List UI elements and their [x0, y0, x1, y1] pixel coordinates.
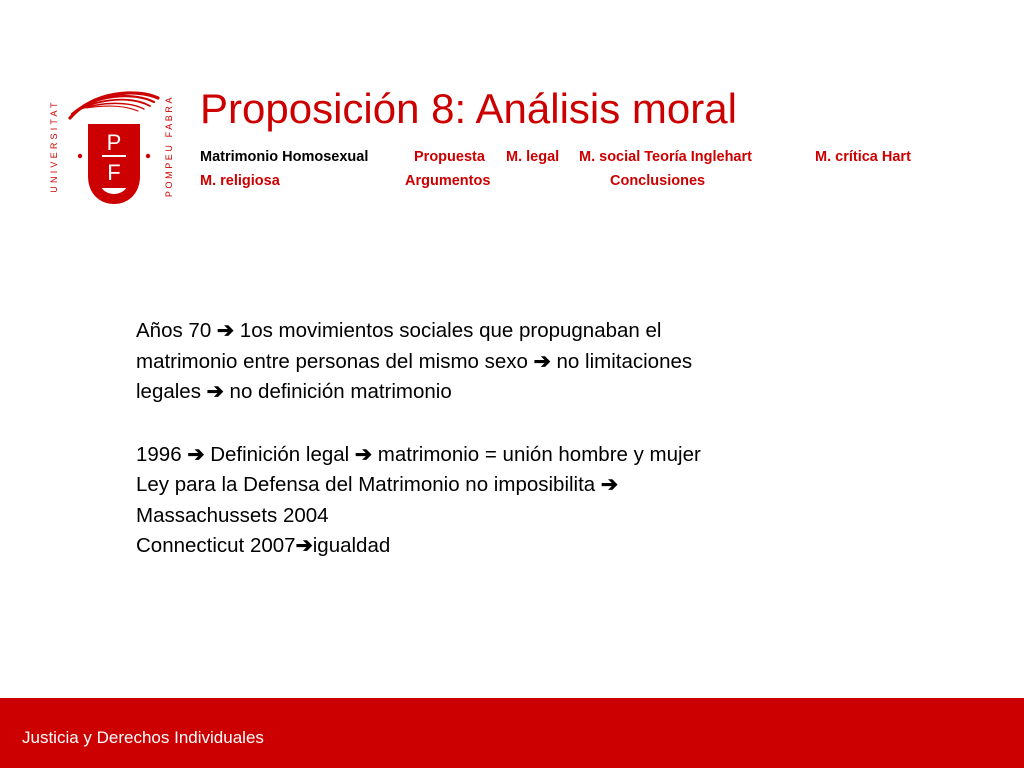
body-text-span: Ley para la Defensa del Matrimonio no imposibilita [136, 473, 601, 496]
arrow-right-icon: ➔ [533, 349, 551, 373]
body-text-span: matrimonio = unión hombre y mujer [372, 442, 701, 466]
arrow-right-icon: ➔ [600, 473, 619, 496]
body-text-span: Definición legal [204, 442, 355, 466]
body-text-span: Massachussets 2004 [136, 503, 329, 527]
body-text-span: 1os movimientos sociales que propugnaban el [234, 319, 662, 342]
body-line [136, 440, 896, 471]
nav-link-m-religiosa[interactable]: M. religiosa [200, 173, 280, 189]
body-text-span: matrimonio entre personas del mismo sexo [136, 349, 534, 373]
nav-link-conclusiones[interactable]: Conclusiones [610, 173, 706, 189]
arrow-right-icon: ➔ [295, 534, 313, 557]
logo-letter-f: F [107, 160, 121, 185]
nav-link-m-social-teoria-inglehart[interactable]: M. social Teoría Inglehart [579, 149, 752, 165]
logo-dot-right [146, 154, 150, 158]
nav-link-matrimonio-homosexual[interactable]: Matrimonio Homosexual [200, 149, 369, 165]
nav-link-m-legal[interactable]: M. legal [506, 149, 560, 165]
body-text-span: no limitaciones [550, 349, 693, 373]
logo-letter-p: P [106, 130, 122, 155]
body-text-span: Años 70 [136, 319, 217, 342]
body-line [136, 377, 896, 408]
body-line [136, 501, 896, 532]
footer-bar [0, 698, 1024, 768]
arrow-right-icon: ➔ [206, 380, 224, 403]
body-text-span: Connecticut 2007 [136, 534, 296, 557]
slide-body [136, 316, 896, 562]
body-line [136, 347, 896, 378]
body-text-span: igualdad [312, 534, 391, 557]
logo-swoosh [70, 93, 158, 118]
paragraph-gap [136, 408, 896, 440]
upf-logo [44, 84, 184, 214]
arrow-right-icon: ➔ [354, 442, 373, 466]
nav-link-argumentos[interactable]: Argumentos [405, 173, 491, 189]
logo-text-universitat: UNIVERSITAT [49, 99, 59, 193]
body-line [136, 470, 896, 501]
slide-title: Proposición 8: Análisis moral [200, 85, 737, 132]
nav-link-propuesta[interactable]: Propuesta [414, 149, 485, 165]
body-text-span: legales [136, 380, 207, 403]
logo-dot-left [78, 154, 82, 158]
body-text-span: 1996 [136, 442, 188, 466]
arrow-right-icon: ➔ [187, 442, 205, 466]
body-line [136, 531, 896, 562]
arrow-right-icon: ➔ [216, 319, 235, 342]
footer-text: Justicia y Derechos Individuales [22, 728, 264, 747]
nav-link-m-critica-hart[interactable]: M. crítica Hart [815, 149, 911, 165]
body-line [136, 316, 896, 347]
body-text-span: no definición matrimonio [223, 380, 452, 403]
logo-text-pompeu-fabra: POMPEU FABRA [164, 94, 174, 198]
